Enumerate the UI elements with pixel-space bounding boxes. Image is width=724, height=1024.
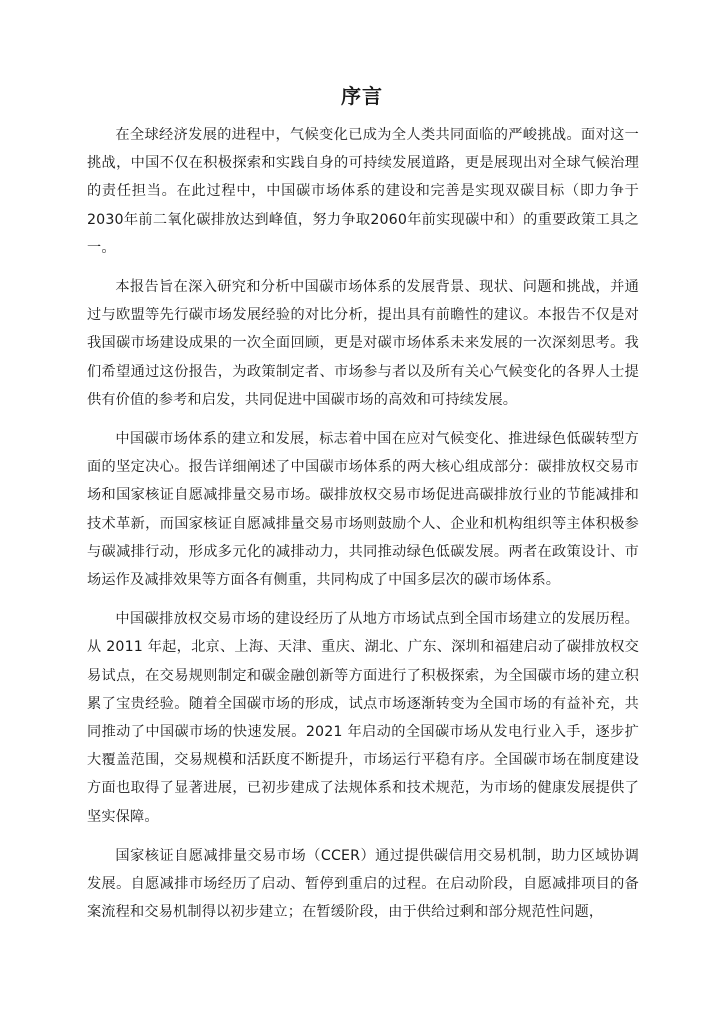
paragraph-4: 中国碳排放权交易市场的建设经历了从地方市场试点到全国市场建立的发展历程。从 2011 年起，北京、上海、天津、重庆、湖北、广东、深圳和福建启动了碳排放权交易试点，在交易规则制定和碳金融创新等方面进行了积极探索，为全国碳市场的建立积累了宝贵经验。随着全国碳市场的形成，试点市场逐渐转变为全国市场的有益补充，共同推动了中国碳市场的快速发展。2021 年启动的全国碳市场从发电行业入手，逐步扩大覆盖范围，交易规模和活跃度不断提升，市场运行平稳有序。全国碳市场在制度建设方面也取得了显著进展，已初步建成了法规体系和技术规范，为市场的健康发展提供了坚实保障。: [87, 611, 639, 825]
page-title: 序言: [341, 84, 383, 108]
paragraph-1: 在全球经济发展的进程中，气候变化已成为全人类共同面临的严峻挑战。面对这一挑战，中国不仅在积极探索和实践自身的可持续发展道路，更是展现出对全球气候治理的责任担当。在此过程中，中国碳市场体系的建设和完善是实现双碳目标（即力争于2030年前二氧化碳排放达到峰值，努力争取2060年前实现碳中和）的重要政策工具之一。: [87, 127, 639, 256]
paragraph-2: 本报告旨在深入研究和分析中国碳市场体系的发展背景、现状、问题和挑战，并通过与欧盟等先行碳市场发展经验的对比分析，提出具有前瞻性的建议。本报告不仅是对我国碳市场建设成果的一次全面回顾，更是对碳市场体系未来发展的一次深刻思考。我们希望通过这份报告，为政策制定者、市场参与者以及所有关心气候变化的各界人士提供有价值的参考和启发，共同促进中国碳市场的高效和可持续发展。: [87, 279, 639, 408]
paragraph-3: 中国碳市场体系的建立和发展，标志着中国在应对气候变化、推进绿色低碳转型方面的坚定决心。报告详细阐述了中国碳市场体系的两大核心组成部分：碳排放权交易市场和国家核证自愿减排量交易市场。碳排放权交易市场促进高碳排放行业的节能减排和技术革新，而国家核证自愿减排量交易市场则鼓励个人、企业和机构组织等主体积极参与碳减排行动，形成多元化的减排动力，共同推动绿色低碳发展。两者在政策设计、市场运作及减排效果等方面各有侧重，共同构成了中国多层次的碳市场体系。: [87, 431, 639, 589]
paragraph-5: 国家核证自愿减排量交易市场（CCER）通过提供碳信用交易机制，助力区域协调发展。自愿减排市场经历了启动、暂停到重启的过程。在启动阶段，自愿减排项目的备案流程和交易机制得以初步建立；在暂缓阶段，由于供给过剩和部分规范性问题，: [87, 847, 639, 921]
document-body: [87, 121, 639, 937]
